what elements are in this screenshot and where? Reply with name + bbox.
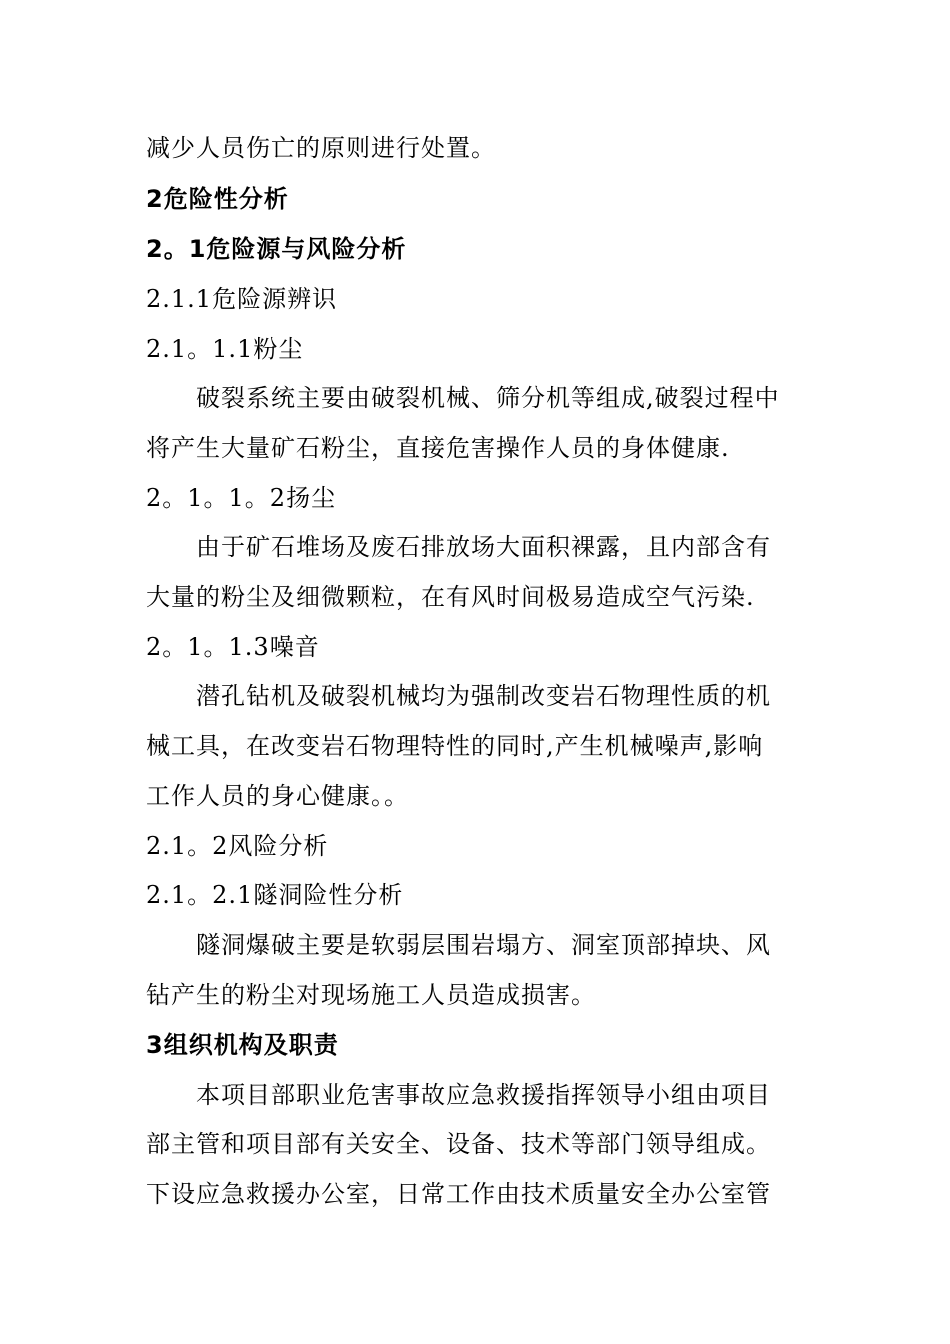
body-text-line: 械工具，在改变岩石物理特性的同时,产生机械噪声,影响	[146, 732, 764, 760]
body-text-line: 大量的粉尘及细微颗粒，在有风时间极易造成空气污染.	[146, 583, 755, 611]
body-text-line: 减少人员伤亡的原则进行处置。	[146, 134, 496, 162]
subsubsection-heading: 2.1.1危险源辨识	[146, 285, 338, 313]
item-heading: 2。1。1。2扬尘	[146, 484, 337, 512]
body-text-line: 本项目部职业危害事故应急救援指挥领导小组由项目	[196, 1081, 771, 1109]
body-text-line: 工作人员的身心健康。。	[146, 782, 409, 810]
body-text-line: 隧洞爆破主要是软弱层围岩塌方、洞室顶部掉块、风	[196, 931, 771, 959]
subsubsection-heading: 2.1。2风险分析	[146, 832, 329, 860]
body-text-line: 钻产生的粉尘对现场施工人员造成损害。	[146, 981, 596, 1009]
body-text-line: 将产生大量矿石粉尘，直接危害操作人员的身体健康.	[146, 434, 730, 462]
item-heading: 2.1。1.1粉尘	[146, 335, 304, 363]
body-text-line: 潜孔钻机及破裂机械均为强制改变岩石物理性质的机	[196, 682, 771, 710]
body-text-line: 下设应急救援办公室，日常工作由技术质量安全办公室管	[146, 1180, 771, 1208]
body-text-line: 部主管和项目部有关安全、设备、技术等部门领导组成。	[146, 1130, 771, 1158]
subsection-heading: 2。1危险源与风险分析	[146, 235, 407, 263]
body-text-line: 由于矿石堆场及废石排放场大面积裸露，且内部含有	[196, 533, 771, 561]
section-heading: 2危险性分析	[146, 185, 289, 213]
item-heading: 2。1。1.3噪音	[146, 633, 320, 661]
body-text-line: 破裂系统主要由破裂机械、筛分机等组成,破裂过程中	[196, 384, 780, 412]
section-heading: 3组织机构及职责	[146, 1031, 339, 1059]
item-heading: 2.1。2.1隧洞险性分析	[146, 881, 404, 909]
